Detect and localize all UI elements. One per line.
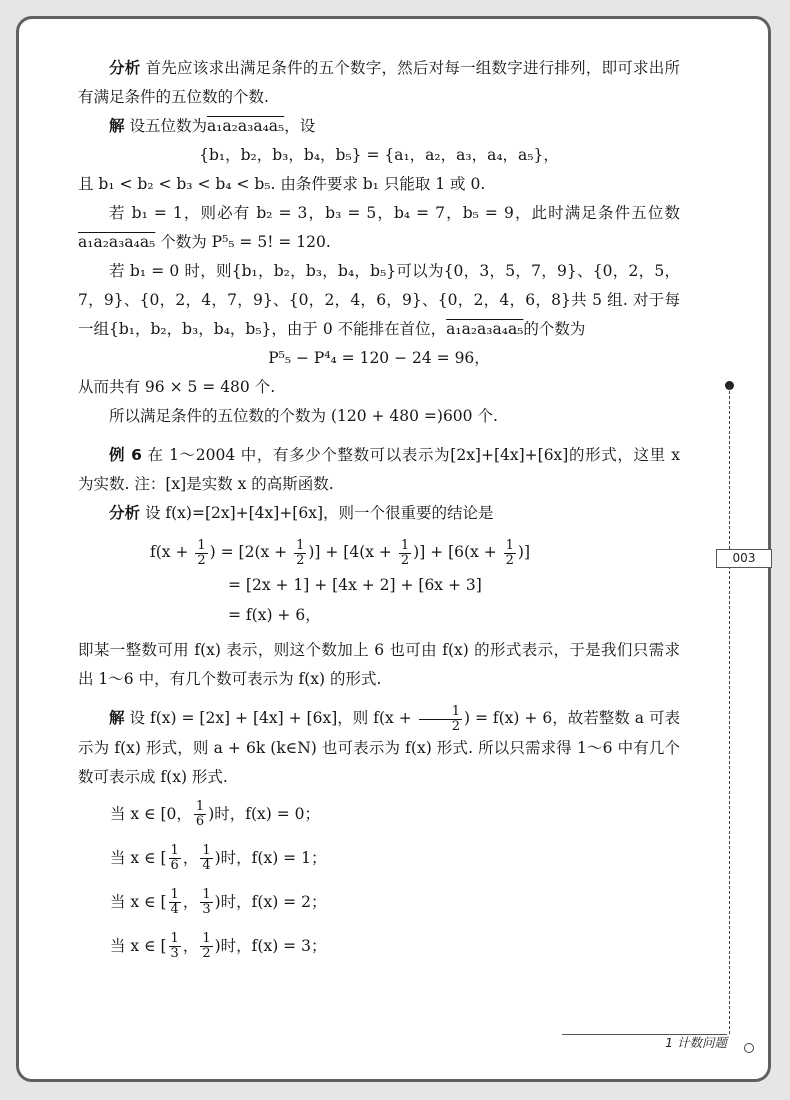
solution-line-1 <box>78 112 680 141</box>
eq-part: ) = [2(x + <box>209 543 293 561</box>
analysis-text: 设 f(x)=[2x]+[4x]+[6x]，则一个很重要的结论是 <box>144 504 494 522</box>
equation-line-2: = [2x + 1] + [4x + 2] + [6x + 3] <box>228 576 482 594</box>
case-text: 当 x ∈ [ <box>110 892 167 911</box>
footer-text: 1 计数问题 <box>665 1035 727 1050</box>
case-text: )时，f(x) = 3； <box>214 936 327 955</box>
equation-line-1 <box>150 534 680 570</box>
solution-text: 的个数为 <box>523 320 586 338</box>
equation-line-3: = f(x) + 6， <box>228 606 321 624</box>
case-row: 当 x ∈ [ $\frac{1}{4}$ ， $\frac{1}{3}$ )时，f(x) = 2； <box>110 887 327 917</box>
fraction: $\frac{1}{4}$ <box>170 887 179 917</box>
eq-part: f(x + <box>150 543 194 561</box>
fraction-half: $\frac{1}{2}$ <box>419 705 462 734</box>
fraction: $\frac{1}{6}$ <box>170 843 179 873</box>
perm-equation: P⁵₅ − P⁴₄ = 120 − 24 = 96， <box>268 349 490 367</box>
solution-conclusion: 所以满足条件的五位数的个数为 (120 + 480 =)600 个. <box>109 407 498 425</box>
eq-part: )] + [4(x + <box>308 543 397 561</box>
fraction-half: $\frac{1}{2}$ <box>197 537 206 568</box>
solution-text: 若 b₁ = 0 时，则{b₁，b₂，b₃，b₄，b₅}可以为{0，3，5，7，9}、{0，2，5，7，9}、{0，2，4，7，9}、{0，2，4，6，9}、{0，2，4，6，8}共 5 组. 对于每一组{b₁，b₂，b₃，b₄，b₅}，由于 0 不能排在首位， <box>78 262 680 338</box>
solution-text: 个数为 P⁵₅ = 5! = 120. <box>155 233 331 251</box>
example-6 <box>78 441 680 499</box>
solution-paragraph-2 <box>78 704 680 792</box>
solution-label: 解 <box>109 117 125 135</box>
case-row: 当 x ∈ [ $\frac{1}{3}$ ， $\frac{1}{2}$ )时，f(x) = 3； <box>110 931 327 961</box>
analysis-conclusion: 即某一整数可用 f(x) 表示，则这个数加上 6 也可由 f(x) 的形式表示，于是我们只需求出 1～6 中，有几个数可表示为 f(x) 的形式. <box>78 641 680 688</box>
case-row: 当 x ∈ [ $\frac{1}{6}$ ， $\frac{1}{4}$ )时，f(x) = 1； <box>110 843 327 873</box>
example-text: 在 1～2004 中，有多少个整数可以表示为[2x]+[4x]+[6x]的形式，这里 x 为实数. 注：[x]是实数 x 的高斯函数. <box>78 446 680 493</box>
solution-text: ) = f(x) + 6，故若整数 a 可表示为 f(x) 形式，则 a + 6k (k∈N) 也可表示为 f(x) 形式. 所以只需求得 1～6 中有几个数可表示成 f(x) 形式. <box>78 709 680 786</box>
case-text: 当 x ∈ [0， <box>110 804 192 823</box>
analysis-paragraph-2 <box>78 499 680 528</box>
solution-line-8: 从而共有 96 × 5 = 480 个. <box>78 378 276 396</box>
margin-ring-icon <box>744 1043 754 1053</box>
analysis-label: 分析 <box>109 59 141 77</box>
case-row <box>78 792 680 836</box>
case-text: )时，f(x) = 1； <box>214 848 327 867</box>
key-equation <box>150 534 680 630</box>
fraction: $\frac{1}{6}$ <box>195 799 205 829</box>
page-content <box>78 54 680 968</box>
fraction-half: $\frac{1}{2}$ <box>400 537 410 568</box>
case-text: )时，f(x) = 2； <box>214 892 327 911</box>
analysis-label: 分析 <box>109 504 141 522</box>
solution-label: 解 <box>109 709 125 727</box>
solution-text: 设五位数为 <box>129 117 207 135</box>
case-list <box>78 792 680 968</box>
five-digit-number: a₁a₂a₃a₄a₅ <box>78 233 156 251</box>
page-number-tab: 003 <box>716 549 772 568</box>
fraction: $\frac{1}{3}$ <box>170 931 179 961</box>
set-equation: {b₁，b₂，b₃，b₄，b₅} = {a₁，a₂，a₃，a₄，a₅}， <box>199 146 559 164</box>
solution-line-3: 且 b₁ < b₂ < b₃ < b₄ < b₅. 由条件要求 b₁ 只能取 1 或 0. <box>78 175 486 193</box>
analysis-text: 首先应该求出满足条件的五个数字，然后对每一组数字进行排列，即可求出所有满足条件的五位数的个数. <box>78 59 680 106</box>
margin-dashed-line <box>729 386 730 1034</box>
solution-text: 设 f(x) = [2x] + [4x] + [6x]，则 f(x + <box>129 709 417 727</box>
fraction: $\frac{1}{4}$ <box>202 843 211 873</box>
running-footer <box>562 1034 727 1051</box>
fraction: $\frac{1}{2}$ <box>202 931 211 961</box>
eq-part: )] <box>517 543 531 561</box>
case-text: )时，f(x) = 0； <box>208 804 321 823</box>
fraction-half: $\frac{1}{2}$ <box>296 537 305 568</box>
solution-case-b1-0 <box>78 257 680 344</box>
case-text: 当 x ∈ [ <box>110 936 167 955</box>
five-digit-number: a₁a₂a₃a₄a₅ <box>446 320 524 338</box>
analysis-paragraph-1 <box>78 54 680 112</box>
eq-part: )] + [6(x + <box>413 543 502 561</box>
example-label: 例 6 <box>109 446 142 464</box>
case-text: 当 x ∈ [ <box>110 848 167 867</box>
solution-text: ，设 <box>284 117 316 135</box>
fraction-half: $\frac{1}{2}$ <box>505 537 514 568</box>
solution-case-b1-1 <box>78 199 680 257</box>
solution-text: 若 b₁ = 1，则必有 b₂ = 3，b₃ = 5，b₄ = 7，b₅ = 9，此时满足条件五位数 <box>109 204 680 222</box>
fraction: $\frac{1}{3}$ <box>202 887 211 917</box>
five-digit-number: a₁a₂a₃a₄a₅ <box>206 117 285 135</box>
